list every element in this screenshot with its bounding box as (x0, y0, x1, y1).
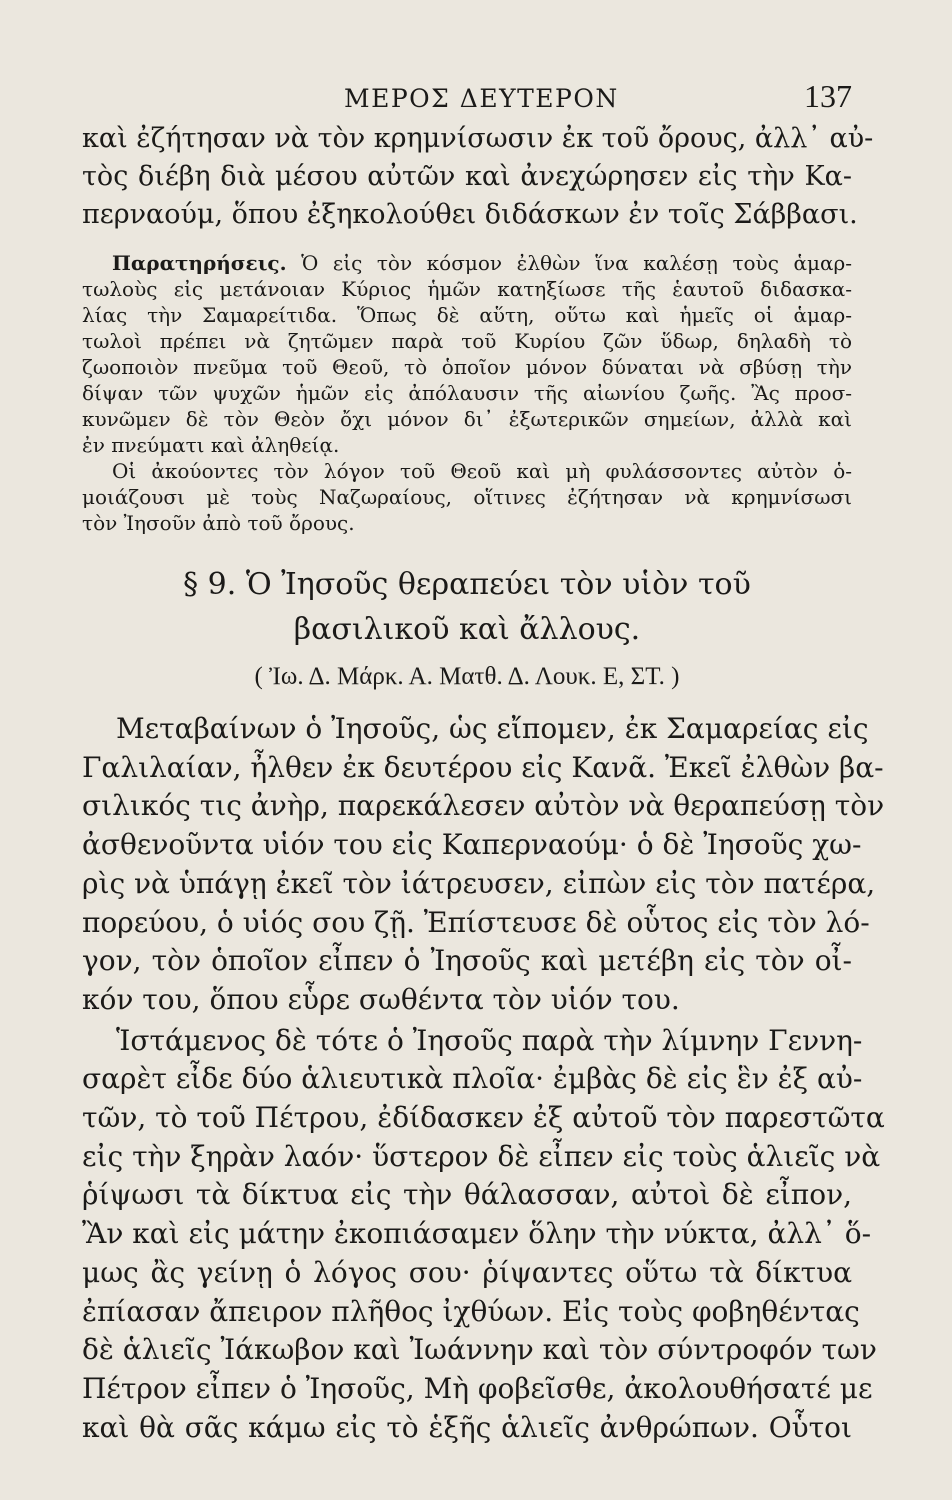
gospel-references: ( Ἰω. Δ. Μάρκ. Α. Ματθ. Δ. Λουκ. Ε, ΣΤ. ) (254, 663, 680, 690)
text-line: ρὶς νὰ ὑπάγῃ ἐκεῖ τὸν ἰάτρευσεν, εἰπὼν εἰς τὸν πατέρα, (82, 866, 876, 900)
text-line: σιλικός τις ἀνὴρ, παρεκάλεσεν αὐτὸν νὰ θεραπεύσῃ τὸν (82, 789, 885, 823)
observations-paragraph-2 (82, 458, 852, 536)
text-line: Γαλιλαίαν, ἦλθεν ἐκ δευτέρου εἰς Κανᾶ. Ἐκεῖ ἐλθὼν βα- (82, 750, 884, 784)
text-line: Οἱ ἀκούοντες τὸν λόγον τοῦ Θεοῦ καὶ μὴ φυλάσσοντες αὐτὸν ὁ- (112, 459, 852, 483)
section-heading-line-2: βασιλικοῦ καὶ ἄλλους. (293, 612, 641, 647)
text-line: κυνῶμεν δὲ τὸν Θεὸν ὄχι μόνον δι᾽ ἐξωτερικῶν σημείων, ἀλλὰ καὶ (82, 407, 852, 431)
main-paragraph-1 (82, 710, 885, 1020)
text-line: εἰς τὴν ξηρὰν λαόν· ὕστερον δὲ εἶπεν εἰς τοὺς ἁλιεῖς νὰ (82, 1139, 881, 1173)
text-line: μως ἂς γείνῃ ὁ λόγος σου· ῥίψαντες οὕτω τὰ δίκτυα (82, 1255, 852, 1289)
text-line: Ἱστάμενος δὲ τότε ὁ Ἰησοῦς παρὰ τὴν λίμνην Γεννη- (116, 1023, 863, 1057)
text-line: τωλοὺς εἰς μετάνοιαν Κύριος ἡμῶν κατηξίωσε τῆς ἑαυτοῦ διδασκα- (82, 277, 852, 301)
page-content (82, 78, 885, 1447)
main-text (82, 710, 885, 1447)
text-line: τῶν, τὸ τοῦ Πέτρου, ἐδίδασκεν ἐξ αὐτοῦ τὸν παρεστῶτα (82, 1101, 885, 1135)
text-line: καὶ θὰ σᾶς κάμω εἰς τὸ ἑξῆς ἁλιεῖς ἀνθρώπων. Οὗτοι (82, 1410, 852, 1444)
opening-paragraph (82, 120, 874, 234)
text-line: δὲ ἁλιεῖς Ἰάκωβον καὶ Ἰωάννην καὶ τὸν σύντροφόν των (82, 1333, 877, 1367)
text-line: ἐν πνεύματι καὶ ἀληθείᾳ. (82, 433, 340, 457)
text-line: ῥίψωσι τὰ δίκτυα εἰς τὴν θάλασσαν, αὐτοὶ δὲ εἶπον, (82, 1178, 852, 1212)
observations-section (82, 250, 852, 536)
text-line: λίας τὴν Σαμαρείτιδα. Ὅπως δὲ αὕτη, οὕτω καὶ ἡμεῖς οἱ ἁμαρ- (82, 303, 852, 327)
text-line: δίψαν τῶν ψυχῶν ἡμῶν εἰς ἀπόλαυσιν τῆς αἰωνίου ζωῆς. Ἂς προσ- (82, 381, 852, 405)
observations-paragraph-1 (82, 250, 852, 458)
text-line: περναούμ, ὅπου ἐξηκολούθει διδάσκων ἐν τοῖς Σάββασι. (82, 199, 858, 230)
text-line: Ἂν καὶ εἰς μάτην ἐκοπιάσαμεν ὅλην τὴν νύκτα, ἀλλ᾽ ὅ- (82, 1217, 872, 1251)
running-title: ΜΕΡΟΣ ΔΕΥΤΕΡΟΝ (344, 84, 619, 113)
text-line (82, 250, 852, 276)
text-line: ἐπίασαν ἄπειρον πλῆθος ἰχθύων. Εἰς τοὺς φοβηθέντας (82, 1294, 860, 1328)
text-line: κόν του, ὅπου εὗρε σωθέντα τὸν υἱόν του. (82, 982, 680, 1016)
running-head (82, 78, 852, 120)
text-line: τὸς διέβη διὰ μέσου αὐτῶν καὶ ἀνεχώρησεν εἰς τὴν Κα- (82, 161, 852, 192)
text-line: τωλοὶ πρέπει νὰ ζητῶμεν παρὰ τοῦ Κυρίου ζῶν ὕδωρ, δηλαδὴ τὸ (82, 329, 852, 353)
section-heading-line-1: § 9. Ὁ Ἰησοῦς θεραπεύει τὸν υἱὸν τοῦ (183, 567, 751, 602)
text-line: τὸν Ἰησοῦν ἀπὸ τοῦ ὄρους. (82, 511, 355, 535)
text-line: Πέτρον εἶπεν ὁ Ἰησοῦς, Μὴ φοβεῖσθε, ἀκολουθήσατέ με (82, 1371, 873, 1405)
section-heading (82, 562, 852, 652)
text-line: ἀσθενοῦντα υἱόν του εἰς Καπερναούμ· ὁ δὲ Ἰησοῦς χω- (82, 828, 862, 862)
page-number: 137 (804, 78, 852, 114)
observations-heading: Παρατηρήσεις. (112, 251, 287, 275)
text-line: Μεταβαίνων ὁ Ἰησοῦς, ὡς εἴπομεν, ἐκ Σαμαρείας εἰς (116, 712, 869, 745)
observations-first-line: Ὁ εἰς τὸν κόσμον ἐλθὼν ἵνα καλέσῃ τοὺς ἁμαρ- (301, 251, 852, 275)
main-paragraph-2 (82, 1022, 885, 1448)
text-line: μοιάζουσι μὲ τοὺς Ναζωραίους, οἵτινες ἐζήτησαν νὰ κρημνίσωσι (82, 485, 852, 509)
text-line: σαρὲτ εἶδε δύο ἁλιευτικὰ πλοῖα· ἐμβὰς δὲ εἰς ἓν ἐξ αὐ- (82, 1062, 863, 1096)
text-line: γον, τὸν ὁποῖον εἶπεν ὁ Ἰησοῦς καὶ μετέβη εἰς τὸν οἶ- (82, 944, 852, 978)
text-line: πορεύου, ὁ υἱός σου ζῇ. Ἐπίστευσε δὲ οὗτος εἰς τὸν λό- (82, 905, 870, 939)
text-line: ζωοποιὸν πνεῦμα τοῦ Θεοῦ, τὸ ὁποῖον μόνον δύναται νὰ σβύσῃ τὴν (82, 355, 852, 379)
text-line: καὶ ἐζήτησαν νὰ τὸν κρημνίσωσιν ἐκ τοῦ ὄρους, ἀλλ᾽ αὐ- (82, 123, 874, 154)
